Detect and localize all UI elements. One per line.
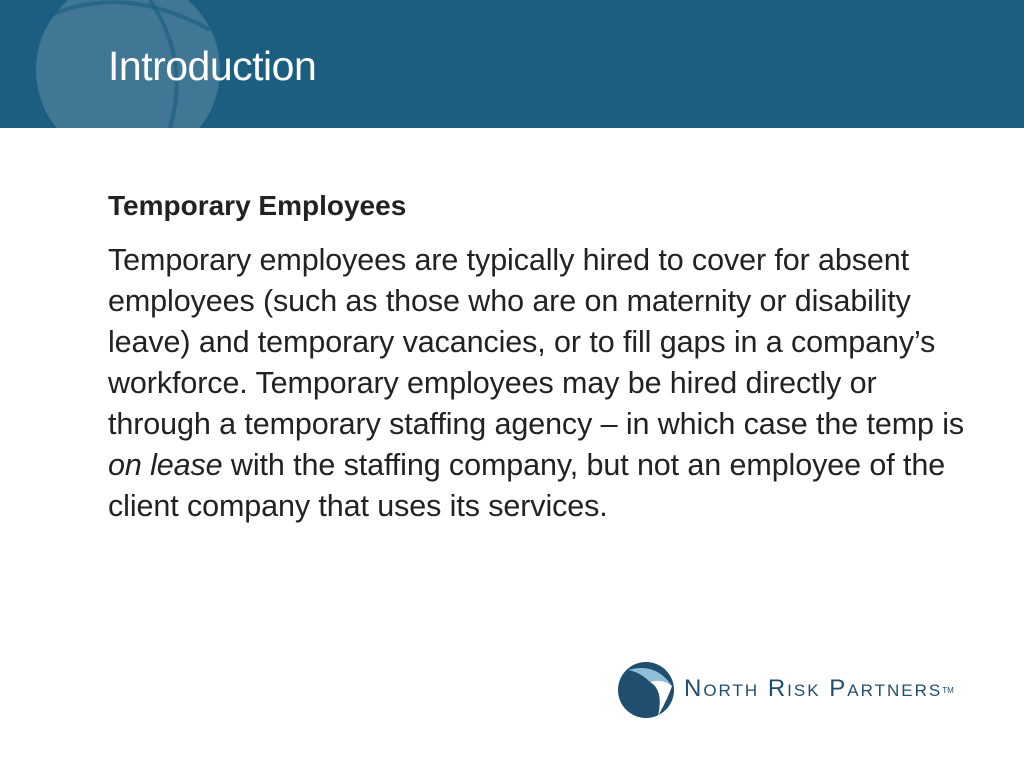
body-paragraph [108, 240, 968, 527]
globe-logo-icon [616, 660, 676, 720]
logo-name: North Risk Partners [684, 675, 943, 702]
header-bar [0, 0, 1024, 128]
subheading: Temporary Employees [108, 190, 407, 221]
logo-wordmark [684, 674, 954, 704]
company-logo [616, 660, 976, 720]
paragraph-text-end: with the staffing company, but not an employee of the client company that uses its services. [108, 448, 946, 523]
slide-content [108, 186, 968, 527]
slide-title: Introduction [108, 43, 317, 89]
trademark-symbol: TM [942, 686, 954, 695]
paragraph-text-start: Temporary employees are typically hired to cover for absent employees (such as those who are on maternity or disability leave) and temporary vacancies, or to fill gaps in a company’s workforce. Temporary employees may be hired directly or through a temporary staffing agency – in which case the temp is [108, 243, 965, 441]
paragraph-emphasis: on lease [108, 448, 223, 482]
